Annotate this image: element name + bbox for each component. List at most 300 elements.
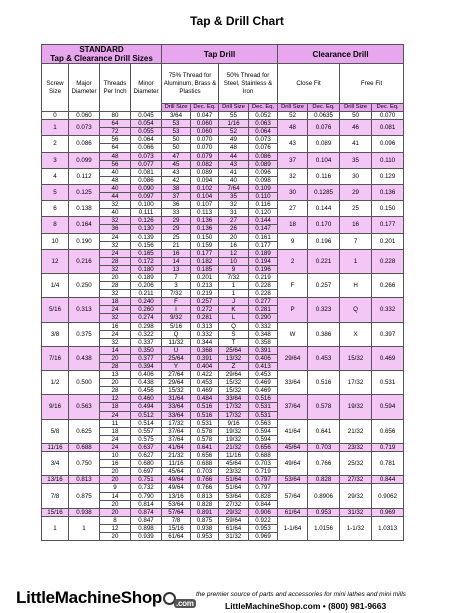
tap75-drill-size-cell: Q xyxy=(162,330,191,338)
tap75-dec-eq-cell: 0.332 xyxy=(191,330,219,338)
minor-diameter-cell: 0.073 xyxy=(131,152,162,160)
tap50-drill-size-cell: T xyxy=(219,338,249,346)
free-fit-drill-size-cell: 1 xyxy=(340,249,372,273)
major-diameter-cell: 0.875 xyxy=(69,484,100,508)
table-row xyxy=(42,476,436,484)
tap50-dec-eq-cell: 0.469 xyxy=(249,379,278,387)
tap75-dec-eq-cell: 0.213 xyxy=(191,282,219,290)
tap75-dec-eq-cell: 0.089 xyxy=(191,168,219,176)
tap75-dec-eq-cell: 0.688 xyxy=(191,460,219,468)
screw-size-cell: 10 xyxy=(42,233,69,249)
minor-diameter-cell: 0.066 xyxy=(131,144,162,152)
standard-sub-label: Tap & Clearance Drill Sizes xyxy=(50,54,153,63)
tap50-drill-size-cell: 40 xyxy=(219,176,249,184)
tap50-drill-size-cell: 12 xyxy=(219,249,249,257)
close-fit-drill-size-cell: 32 xyxy=(278,168,308,184)
tap50-dec-eq-cell: 0.086 xyxy=(249,152,278,160)
tap50-drill-size-cell: 27 xyxy=(219,217,249,225)
major-diameter-cell: 1 xyxy=(69,516,100,540)
major-diameter-cell: 0.073 xyxy=(69,120,100,136)
tap75-dec-eq-cell: 0.047 xyxy=(191,112,219,120)
tap75-dec-eq-cell: 0.453 xyxy=(191,379,219,387)
tap75-dec-eq-cell: 0.150 xyxy=(191,233,219,241)
table-row xyxy=(42,419,436,427)
tap75-dec-eq-cell: 0.938 xyxy=(191,524,219,532)
table-row xyxy=(42,184,436,192)
tap75-dec-eq-cell: 0.272 xyxy=(191,306,219,314)
minor-diameter-cell: 0.189 xyxy=(131,273,162,281)
minor-diameter-cell: 0.697 xyxy=(131,468,162,476)
tap75-dec-eq-cell: 0.219 xyxy=(191,290,219,298)
table-row xyxy=(42,452,436,460)
major-diameter-cell: 0.688 xyxy=(69,443,100,451)
tap75-drill-size-cell: 7 xyxy=(162,273,191,281)
major-diameter-cell: 0.112 xyxy=(69,168,100,184)
tap75-drill-size-cell: 21/32 xyxy=(162,452,191,460)
tap50-dec-eq-cell: 0.969 xyxy=(249,532,278,540)
threads-per-inch-cell: 8 xyxy=(100,516,131,524)
minor-diameter-cell: 0.637 xyxy=(131,443,162,451)
minor-diameter-cell: 0.086 xyxy=(131,176,162,184)
tap50-drill-size-cell: 7/64 xyxy=(219,184,249,192)
tap75-drill-size-cell: Y xyxy=(162,363,191,371)
tap75-drill-size-cell: 15/32 xyxy=(162,387,191,395)
tap75-drill-size-cell: 25 xyxy=(162,233,191,241)
threads-per-inch-cell: 36 xyxy=(100,225,131,233)
tap50-dec-eq-cell: 0.332 xyxy=(249,322,278,330)
tap75-dec-eq-cell: 0.703 xyxy=(191,468,219,476)
tap75-drill-size-cell: 42 xyxy=(162,176,191,184)
minor-diameter-cell: 0.406 xyxy=(131,371,162,379)
threads-per-inch-cell: 14 xyxy=(100,346,131,354)
table-row xyxy=(42,395,436,403)
tap75-dec-eq-cell: 0.578 xyxy=(191,427,219,435)
major-diameter-cell: 0.500 xyxy=(69,371,100,395)
tap50-dec-eq-cell: 0.453 xyxy=(249,371,278,379)
free-fit-dec-eq-cell: 0.228 xyxy=(372,249,404,273)
logo-text: LittleMachineShop xyxy=(16,588,163,607)
threads-per-inch-cell: 24 xyxy=(100,411,131,419)
tap75-dec-eq-cell: 0.060 xyxy=(191,120,219,128)
tap75-dec-eq-cell: 0.070 xyxy=(191,144,219,152)
close-fit-drill-size-cell: 48 xyxy=(278,120,308,136)
tap50-drill-size-cell: 51/64 xyxy=(219,484,249,492)
tap75-drill-size-cell: 53/64 xyxy=(162,500,191,508)
minor-diameter-cell: 0.350 xyxy=(131,346,162,354)
tap50-drill-size-cell: 15/32 xyxy=(219,379,249,387)
screw-size-cell: 3 xyxy=(42,152,69,168)
tap75-dec-eq-cell: 0.257 xyxy=(191,298,219,306)
tap75-dec-eq-cell: 0.313 xyxy=(191,322,219,330)
screw-size-cell: 0 xyxy=(42,112,69,120)
free-fit-drill-size-cell: 1-1/32 xyxy=(340,516,372,540)
close-fit-drill-size-cell: F xyxy=(278,273,308,297)
threads-per-inch-cell: 14 xyxy=(100,492,131,500)
free-fit-drill-size-cell: 46 xyxy=(340,120,372,136)
free-fit-drill-size-cell: 35 xyxy=(340,152,372,168)
tap50-dec-eq-cell: 0.228 xyxy=(249,290,278,298)
minor-diameter-cell: 0.512 xyxy=(131,411,162,419)
tap50-drill-size-cell: 29/64 xyxy=(219,371,249,379)
free-fit-drill-size-cell: 30 xyxy=(340,168,372,184)
tap75-dec-eq-cell: 0.875 xyxy=(191,516,219,524)
threads-per-inch-cell: 32 xyxy=(100,265,131,273)
free-fit-drill-size-cell: 19/32 xyxy=(340,395,372,419)
screw-size-cell: 5/8 xyxy=(42,419,69,443)
tap75-dec-eq-cell: 0.082 xyxy=(191,160,219,168)
free-fit-drill-size-cell: 50 xyxy=(340,112,372,120)
free-fit-dec-eq-cell: 0.201 xyxy=(372,233,404,249)
tap50-drill-size-cell: 48 xyxy=(219,144,249,152)
free-fit-dec-eq-cell: 1.0313 xyxy=(372,516,404,540)
tap75-dec-eq-cell: 0.516 xyxy=(191,403,219,411)
minor-diameter-cell: 0.394 xyxy=(131,363,162,371)
free-fit-drill-size-cell: 25/32 xyxy=(340,452,372,476)
screw-size-cell: 6 xyxy=(42,201,69,217)
threads-per-inch-cell: 32 xyxy=(100,241,131,249)
table-row xyxy=(42,322,436,330)
tap50-drill-size-cell: L xyxy=(219,314,249,322)
minor-diameter-cell: 0.081 xyxy=(131,168,162,176)
tap50-drill-size-cell: 19/32 xyxy=(219,427,249,435)
free-fit-dec-eq-cell: 0.136 xyxy=(372,184,404,200)
tap75-dec-eq-cell: 0.531 xyxy=(191,419,219,427)
free-fit-dec-eq-cell: 0.096 xyxy=(372,136,404,152)
threads-per-inch-cell: 12 xyxy=(100,524,131,532)
standard-header xyxy=(42,45,162,64)
threads-per-inch-cell: 16 xyxy=(100,460,131,468)
minor-diameter-cell: 0.130 xyxy=(131,225,162,233)
threads-per-inch-cell: 18 xyxy=(100,298,131,306)
tap50-drill-size-cell: 9 xyxy=(219,265,249,273)
close-fit-dec-eq-cell: 0.8906 xyxy=(308,484,340,508)
tap75-dec-eq-cell: 0.422 xyxy=(191,371,219,379)
tap50-drill-size-cell: 44 xyxy=(219,152,249,160)
tap50-drill-size-cell: 32 xyxy=(219,201,249,209)
major-diameter-cell: 0.938 xyxy=(69,508,100,516)
tap50-drill-size-cell: 52 xyxy=(219,128,249,136)
contact-info[interactable]: LittleMachineShop.com • (800) 981-9663 xyxy=(225,601,387,611)
major-diameter-cell: 0.060 xyxy=(69,112,100,120)
tap75-drill-size-cell: 37 xyxy=(162,193,191,201)
major-diameter-cell: 0.164 xyxy=(69,217,100,233)
minor-diameter-cell: 0.172 xyxy=(131,257,162,265)
tap75-dec-eq-cell: 0.102 xyxy=(191,184,219,192)
threads-per-inch-cell: 11 xyxy=(100,419,131,427)
minor-diameter-cell: 0.790 xyxy=(131,492,162,500)
close-fit-drill-size-cell: 61/64 xyxy=(278,508,308,516)
tap75-drill-size-cell: 31/64 xyxy=(162,395,191,403)
tap50-drill-size-cell: 27/32 xyxy=(219,500,249,508)
tap50-dec-eq-cell: 0.719 xyxy=(249,468,278,476)
screw-size-cell: 1/4 xyxy=(42,273,69,297)
tap50-dec-eq-cell: 0.703 xyxy=(249,460,278,468)
tap75-drill-size-cell: 16 xyxy=(162,249,191,257)
tap50-dec-eq-cell: 0.052 xyxy=(249,112,278,120)
tap75-drill-size-cell: U xyxy=(162,346,191,354)
close-fit-dec-eq-cell: 0.323 xyxy=(308,298,340,322)
minor-diameter-cell: 0.077 xyxy=(131,160,162,168)
free-fit-dec-eq-cell: 0.150 xyxy=(372,201,404,217)
minor-diameter-cell: 0.460 xyxy=(131,395,162,403)
tap50-drill-size-cell: 9/16 xyxy=(219,419,249,427)
free-fit-dec-eq-cell: 0.070 xyxy=(372,112,404,120)
tap50-dec-eq-cell: 0.516 xyxy=(249,395,278,403)
tap75-dec-eq-cell: 0.107 xyxy=(191,201,219,209)
screw-size-cell: 5/16 xyxy=(42,298,69,322)
screw-size-cell: 7/8 xyxy=(42,484,69,508)
minor-diameter-cell: 0.514 xyxy=(131,419,162,427)
major-diameter-cell: 0.313 xyxy=(69,298,100,322)
close-fit-dec-eq-cell: 0.516 xyxy=(308,371,340,395)
major-diameter-cell: 0.086 xyxy=(69,136,100,152)
tagline: the premier source of parts and accessories for mini lathes and mini mills xyxy=(196,591,406,598)
major-diameter-cell: 0.750 xyxy=(69,452,100,476)
tap50-drill-size-cell: 45/64 xyxy=(219,460,249,468)
tap75-dec-eq-cell: 0.641 xyxy=(191,443,219,451)
close-fit-dec-eq-cell: 0.0635 xyxy=(308,112,340,120)
major-diameter-cell: 0.099 xyxy=(69,152,100,168)
table-row xyxy=(42,201,436,209)
close-fit-dec-eq-cell: 0.386 xyxy=(308,322,340,346)
free-fit-drill-size-cell: 31/32 xyxy=(340,508,372,516)
minor-diameter-cell: 0.298 xyxy=(131,322,162,330)
free-fit-drill-size-cell: 7 xyxy=(340,233,372,249)
close-fit-dec-eq-cell: 0.641 xyxy=(308,419,340,443)
tap75-drill-size-cell: 7/32 xyxy=(162,290,191,298)
tap75-dec-eq-cell: 0.391 xyxy=(191,354,219,362)
free-fit-drill-size-cell: Q xyxy=(340,298,372,322)
threads-per-inch-cell: 18 xyxy=(100,403,131,411)
tap50-drill-size-cell: 16 xyxy=(219,241,249,249)
close-fit-dec-eq-cell: 0.144 xyxy=(308,201,340,217)
threads-per-inch-cell: 56 xyxy=(100,160,131,168)
close-fit-header: Close Fit xyxy=(278,64,340,104)
tap75-drill-size-cell: 37/64 xyxy=(162,435,191,443)
threads-per-inch-cell: 20 xyxy=(100,508,131,516)
close-fit-drill-size-cell: P xyxy=(278,298,308,322)
minor-diameter-cell: 0.575 xyxy=(131,435,162,443)
dec-eq-header: Dec. Eq. xyxy=(249,104,278,112)
tap50-drill-size-cell: 1/16 xyxy=(219,120,249,128)
free-fit-drill-size-cell: 41 xyxy=(340,136,372,152)
threads-per-inch-cell: 20 xyxy=(100,273,131,281)
tap75-dec-eq-cell: 0.201 xyxy=(191,273,219,281)
screw-size-cell: 3/4 xyxy=(42,452,69,476)
tap75-drill-size-cell: 25/64 xyxy=(162,354,191,362)
minor-diameter-cell: 0.337 xyxy=(131,338,162,346)
screw-size-cell: 15/16 xyxy=(42,508,69,516)
threads-per-inch-cell: 18 xyxy=(100,427,131,435)
tap50-drill-size-cell: 21/32 xyxy=(219,443,249,451)
threads-per-inch-cell: 20 xyxy=(100,354,131,362)
tap50-dec-eq-cell: 0.906 xyxy=(249,508,278,516)
tap75-dec-eq-cell: 0.469 xyxy=(191,387,219,395)
logo-com: .com xyxy=(176,599,194,608)
tap50-dec-eq-cell: 0.406 xyxy=(249,354,278,362)
table-row xyxy=(42,168,436,176)
tap50-dec-eq-cell: 0.196 xyxy=(249,265,278,273)
company-logo[interactable] xyxy=(16,588,196,608)
tap50-drill-size-cell: J xyxy=(219,298,249,306)
tap50-drill-size-cell: K xyxy=(219,306,249,314)
tap50-dec-eq-cell: 0.594 xyxy=(249,435,278,443)
tap75-drill-size-cell: 33 xyxy=(162,209,191,217)
tap75-dec-eq-cell: 0.136 xyxy=(191,217,219,225)
close-fit-dec-eq-cell: 0.257 xyxy=(308,273,340,297)
threads-per-inch-cell: 28 xyxy=(100,282,131,290)
threads-per-inch-cell: 13 xyxy=(100,371,131,379)
tap50-dec-eq-cell: 0.348 xyxy=(249,330,278,338)
close-fit-drill-size-cell: 37/64 xyxy=(278,395,308,419)
tap75-drill-size-cell: 49/64 xyxy=(162,476,191,484)
tap50-dec-eq-cell: 0.281 xyxy=(249,306,278,314)
table-row xyxy=(42,508,436,516)
threads-per-inch-cell: 32 xyxy=(100,201,131,209)
tap75-drill-size-cell: 11/32 xyxy=(162,338,191,346)
close-fit-dec-eq-cell: 0.703 xyxy=(308,443,340,451)
threads-per-inch-cell: 28 xyxy=(100,257,131,265)
threads-per-inch-cell: 32 xyxy=(100,290,131,298)
drill-size-header: Drill Size xyxy=(340,104,372,112)
tap50-drill-size-cell: 20 xyxy=(219,233,249,241)
dec-eq-header: Dec. Eq. xyxy=(191,104,219,112)
tap75-drill-size-cell: 50 xyxy=(162,136,191,144)
tap75-dec-eq-cell: 0.094 xyxy=(191,176,219,184)
tap75-drill-size-cell: 47 xyxy=(162,152,191,160)
tap50-drill-size-cell: 59/64 xyxy=(219,516,249,524)
close-fit-drill-size-cell: 49/64 xyxy=(278,452,308,476)
minor-diameter-cell: 0.898 xyxy=(131,524,162,532)
tap50-dec-eq-cell: 0.228 xyxy=(249,282,278,290)
tap75-drill-size-cell: 49/64 xyxy=(162,484,191,492)
tap50-dec-eq-cell: 0.063 xyxy=(249,120,278,128)
close-fit-drill-size-cell: 33/64 xyxy=(278,371,308,395)
major-diameter-header: Major Diameter xyxy=(69,64,100,112)
major-diameter-cell: 0.375 xyxy=(69,322,100,346)
tap50-dec-eq-cell: 0.161 xyxy=(249,233,278,241)
tap75-drill-size-cell: 33/64 xyxy=(162,403,191,411)
threads-per-inch-cell: 44 xyxy=(100,193,131,201)
screw-size-cell: 7/16 xyxy=(42,346,69,370)
tap75-drill-size-cell: 41/64 xyxy=(162,443,191,451)
free-fit-dec-eq-cell: 0.719 xyxy=(372,443,404,451)
free-fit-dec-eq-cell: 0.469 xyxy=(372,346,404,370)
free-fit-drill-size-cell: 25 xyxy=(340,201,372,217)
minor-diameter-cell: 0.054 xyxy=(131,120,162,128)
tap50-drill-size-cell: 17/32 xyxy=(219,411,249,419)
standard-label: STANDARD xyxy=(79,45,124,54)
tap75-dec-eq-cell: 0.368 xyxy=(191,346,219,354)
table-row xyxy=(42,249,436,257)
free-fit-dec-eq-cell: 0.129 xyxy=(372,168,404,184)
minor-diameter-cell: 0.322 xyxy=(131,330,162,338)
tap75-drill-size-cell: 13 xyxy=(162,265,191,273)
screw-size-cell: 11/16 xyxy=(42,443,69,451)
tap75-drill-size-cell: 27/64 xyxy=(162,371,191,379)
tap75-dec-eq-cell: 0.578 xyxy=(191,435,219,443)
tap50-dec-eq-cell: 0.828 xyxy=(249,492,278,500)
minor-diameter-cell: 0.377 xyxy=(131,354,162,362)
free-fit-dec-eq-cell: 0.9062 xyxy=(372,484,404,508)
tap75-drill-size-cell: 29 xyxy=(162,217,191,225)
free-fit-dec-eq-cell: 0.594 xyxy=(372,395,404,419)
thread-75-header: 75% Thread for Aluminum, Brass & Plastics xyxy=(162,64,219,104)
threads-per-inch-cell: 72 xyxy=(100,128,131,136)
tap50-dec-eq-cell: 0.098 xyxy=(249,176,278,184)
tap50-dec-eq-cell: 0.797 xyxy=(249,484,278,492)
tap75-dec-eq-cell: 0.828 xyxy=(191,500,219,508)
close-fit-dec-eq-cell: 0.116 xyxy=(308,168,340,184)
tap75-drill-size-cell: 7/8 xyxy=(162,516,191,524)
tap75-drill-size-cell: 45/64 xyxy=(162,468,191,476)
close-fit-dec-eq-cell: 0.953 xyxy=(308,508,340,516)
minor-diameter-cell: 0.627 xyxy=(131,452,162,460)
tap75-drill-size-cell: 61/64 xyxy=(162,532,191,540)
tap75-drill-size-cell: 36 xyxy=(162,201,191,209)
tap50-dec-eq-cell: 0.076 xyxy=(249,144,278,152)
tap75-dec-eq-cell: 0.484 xyxy=(191,395,219,403)
close-fit-drill-size-cell: 41/64 xyxy=(278,419,308,443)
tap50-drill-size-cell: 17/32 xyxy=(219,403,249,411)
tap75-dec-eq-cell: 0.891 xyxy=(191,508,219,516)
tap75-dec-eq-cell: 0.159 xyxy=(191,241,219,249)
tap50-dec-eq-cell: 0.922 xyxy=(249,516,278,524)
close-fit-drill-size-cell: 27 xyxy=(278,201,308,217)
close-fit-dec-eq-cell: 0.1285 xyxy=(308,184,340,200)
threads-per-inch-cell: 24 xyxy=(100,233,131,241)
clearance-drill-header: Clearance Drill xyxy=(278,45,404,64)
close-fit-drill-size-cell: 9 xyxy=(278,233,308,249)
close-fit-dec-eq-cell: 0.170 xyxy=(308,217,340,233)
tap75-dec-eq-cell: 0.656 xyxy=(191,452,219,460)
table-row xyxy=(42,516,436,524)
tap75-drill-size-cell: 21 xyxy=(162,241,191,249)
tap75-dec-eq-cell: 0.185 xyxy=(191,265,219,273)
close-fit-drill-size-cell: 2 xyxy=(278,249,308,273)
minor-diameter-cell: 0.055 xyxy=(131,128,162,136)
tap50-drill-size-cell: 7/32 xyxy=(219,273,249,281)
tap50-drill-size-cell: 41 xyxy=(219,168,249,176)
tap50-drill-size-cell: S xyxy=(219,330,249,338)
tap50-drill-size-cell: 13/32 xyxy=(219,354,249,362)
minor-diameter-cell: 0.045 xyxy=(131,112,162,120)
tap50-drill-size-cell: 11/16 xyxy=(219,452,249,460)
minor-diameter-cell: 0.751 xyxy=(131,476,162,484)
free-fit-dec-eq-cell: 0.266 xyxy=(372,273,404,297)
tap75-drill-size-cell: 5/16 xyxy=(162,322,191,330)
table-row xyxy=(42,233,436,241)
close-fit-dec-eq-cell: 0.089 xyxy=(308,136,340,152)
close-fit-dec-eq-cell: 0.221 xyxy=(308,249,340,273)
tap75-dec-eq-cell: 0.766 xyxy=(191,484,219,492)
threads-per-inch-cell: 20 xyxy=(100,500,131,508)
tap75-dec-eq-cell: 0.404 xyxy=(191,363,219,371)
tap50-dec-eq-cell: 0.688 xyxy=(249,452,278,460)
tap50-dec-eq-cell: 0.189 xyxy=(249,249,278,257)
screw-size-cell: 3/8 xyxy=(42,322,69,346)
free-fit-drill-size-cell: 17/32 xyxy=(340,371,372,395)
tap50-drill-size-cell: 31 xyxy=(219,209,249,217)
tap-drill-table xyxy=(41,44,436,541)
tap50-drill-size-cell: 51/64 xyxy=(219,476,249,484)
close-fit-drill-size-cell: 30 xyxy=(278,184,308,200)
minor-diameter-cell: 0.557 xyxy=(131,427,162,435)
minor-diameter-cell: 0.097 xyxy=(131,193,162,201)
screw-size-cell: 12 xyxy=(42,249,69,273)
threads-per-inch-cell: 48 xyxy=(100,176,131,184)
tap50-dec-eq-cell: 0.953 xyxy=(249,524,278,532)
